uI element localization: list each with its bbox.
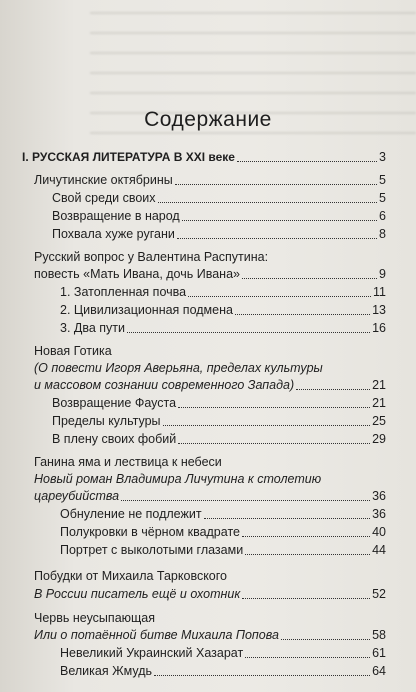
toc-entry-title: Полукровки в чёрном квадрате — [60, 525, 240, 539]
toc-entry — [60, 525, 386, 540]
toc-leader-dots — [237, 161, 377, 162]
toc-leader-dots — [178, 407, 370, 408]
toc-entry-title: 3. Два пути — [60, 321, 126, 335]
toc-leader-dots — [235, 314, 370, 315]
toc-entry-page: 25 — [372, 414, 386, 428]
toc-entry-page: 9 — [379, 267, 386, 281]
toc-entry-title: цареубийства — [34, 489, 120, 503]
toc-entry-page: 16 — [372, 321, 386, 335]
toc-entry-title: Портрет с выколотыми глазами — [60, 543, 244, 557]
toc-entry — [52, 396, 386, 411]
toc-entry — [34, 173, 386, 188]
toc-entry — [34, 587, 386, 602]
toc-entry-title: Или о потаённой битве Михаила Попова — [34, 628, 279, 642]
toc-heading: Новая Готика — [34, 344, 112, 358]
toc-entry — [60, 321, 386, 336]
toc-leader-dots — [204, 518, 371, 519]
toc-entry-title: В России писатель ещё и охотник — [34, 587, 241, 601]
toc-entry-page: 36 — [372, 489, 386, 503]
toc-entry — [60, 646, 386, 661]
toc-entry-title: повесть «Мать Ивана, дочь Ивана» — [34, 267, 240, 281]
toc-leader-dots — [178, 443, 370, 444]
toc-leader-dots — [127, 332, 370, 333]
toc-entry-title: Обнуление не подлежит — [60, 507, 202, 521]
toc-leader-dots — [182, 220, 377, 221]
toc-entry-title: и массовом сознании современного Запада) — [34, 378, 295, 392]
toc-entry-page: 5 — [379, 191, 386, 205]
toc-leader-dots — [242, 536, 370, 537]
page-title: Содержание — [144, 108, 272, 131]
toc-entry-page: 29 — [372, 432, 386, 446]
toc-heading: Русский вопрос у Валентина Распутина: — [34, 250, 269, 264]
toc-entry-page: 11 — [373, 285, 386, 299]
toc-entry — [60, 543, 386, 558]
toc-entry-title: Похвала хуже ругани — [52, 227, 175, 241]
toc-entry — [52, 414, 386, 429]
toc-entry-page: 58 — [372, 628, 386, 642]
toc-entry-page: 21 — [372, 396, 386, 410]
toc-entry — [60, 507, 386, 522]
toc-leader-dots — [177, 238, 377, 239]
toc-entry-title: Возвращение Фауста — [52, 396, 177, 410]
toc-entry-title: I. РУССКАЯ ЛИТЕРАТУРА В XXI веке — [22, 150, 235, 164]
toc-entry — [22, 150, 386, 165]
toc-entry — [52, 191, 386, 206]
toc-entry-title: Пределы культуры — [52, 414, 161, 428]
toc-entry-title: Возвращение в народ — [52, 209, 180, 223]
toc-entry-page: 6 — [379, 209, 386, 223]
toc-leader-dots — [245, 554, 370, 555]
toc-entry — [60, 285, 386, 300]
toc-entry — [34, 489, 386, 504]
toc-entry-page: 3 — [379, 150, 386, 164]
toc-leader-dots — [188, 296, 371, 297]
toc-entry-page: 61 — [372, 646, 386, 660]
toc-entry — [60, 303, 386, 318]
toc-subtitle: (О повести Игоря Аверьяна, пределах культуры — [34, 361, 323, 375]
toc-entry — [52, 209, 386, 224]
toc-entry — [52, 432, 386, 447]
toc-leader-dots — [163, 425, 371, 426]
toc-entry-page: 21 — [372, 378, 386, 392]
toc-entry — [52, 227, 386, 242]
toc-entry — [60, 664, 386, 679]
toc-subtitle: Новый роман Владимира Личутина к столетию — [34, 472, 322, 486]
toc-leader-dots — [121, 500, 370, 501]
toc-entry-page: 64 — [372, 664, 386, 678]
toc-entry — [34, 628, 386, 643]
toc-heading: Ганина яма и лествица к небеси — [34, 455, 222, 469]
toc-leader-dots — [154, 675, 370, 676]
toc-leader-dots — [242, 278, 377, 279]
toc-leader-dots — [175, 184, 377, 185]
toc-heading: Побудки от Михаила Тарковского — [34, 569, 227, 583]
toc-leader-dots — [242, 598, 370, 599]
toc-entry-page: 44 — [372, 543, 386, 557]
toc-leader-dots — [281, 639, 370, 640]
toc-leader-dots — [296, 389, 370, 390]
toc-entry — [34, 267, 386, 282]
toc-entry-title: Невеликий Украинский Хазарат — [60, 646, 244, 660]
toc-entry-page: 36 — [372, 507, 386, 521]
toc-entry-title: В плену своих фобий — [52, 432, 177, 446]
toc-entry-title: Великая Жмудь — [60, 664, 153, 678]
toc-entry-title: 2. Цивилизационная подмена — [60, 303, 233, 317]
toc-entry-title: Свой среди своих — [52, 191, 156, 205]
toc-entry-page: 5 — [379, 173, 386, 187]
toc-leader-dots — [245, 657, 370, 658]
toc-entry — [34, 378, 386, 393]
toc-entry-page: 13 — [372, 303, 386, 317]
toc-entry-page: 40 — [372, 525, 386, 539]
toc-entry-title: Личутинские октябрины — [34, 173, 173, 187]
toc-entry-title: 1. Затопленная почва — [60, 285, 187, 299]
toc-heading: Червь неусыпающая — [34, 611, 156, 625]
toc-entry-page: 52 — [372, 587, 386, 601]
toc-leader-dots — [158, 202, 378, 203]
toc-entry-page: 8 — [379, 227, 386, 241]
